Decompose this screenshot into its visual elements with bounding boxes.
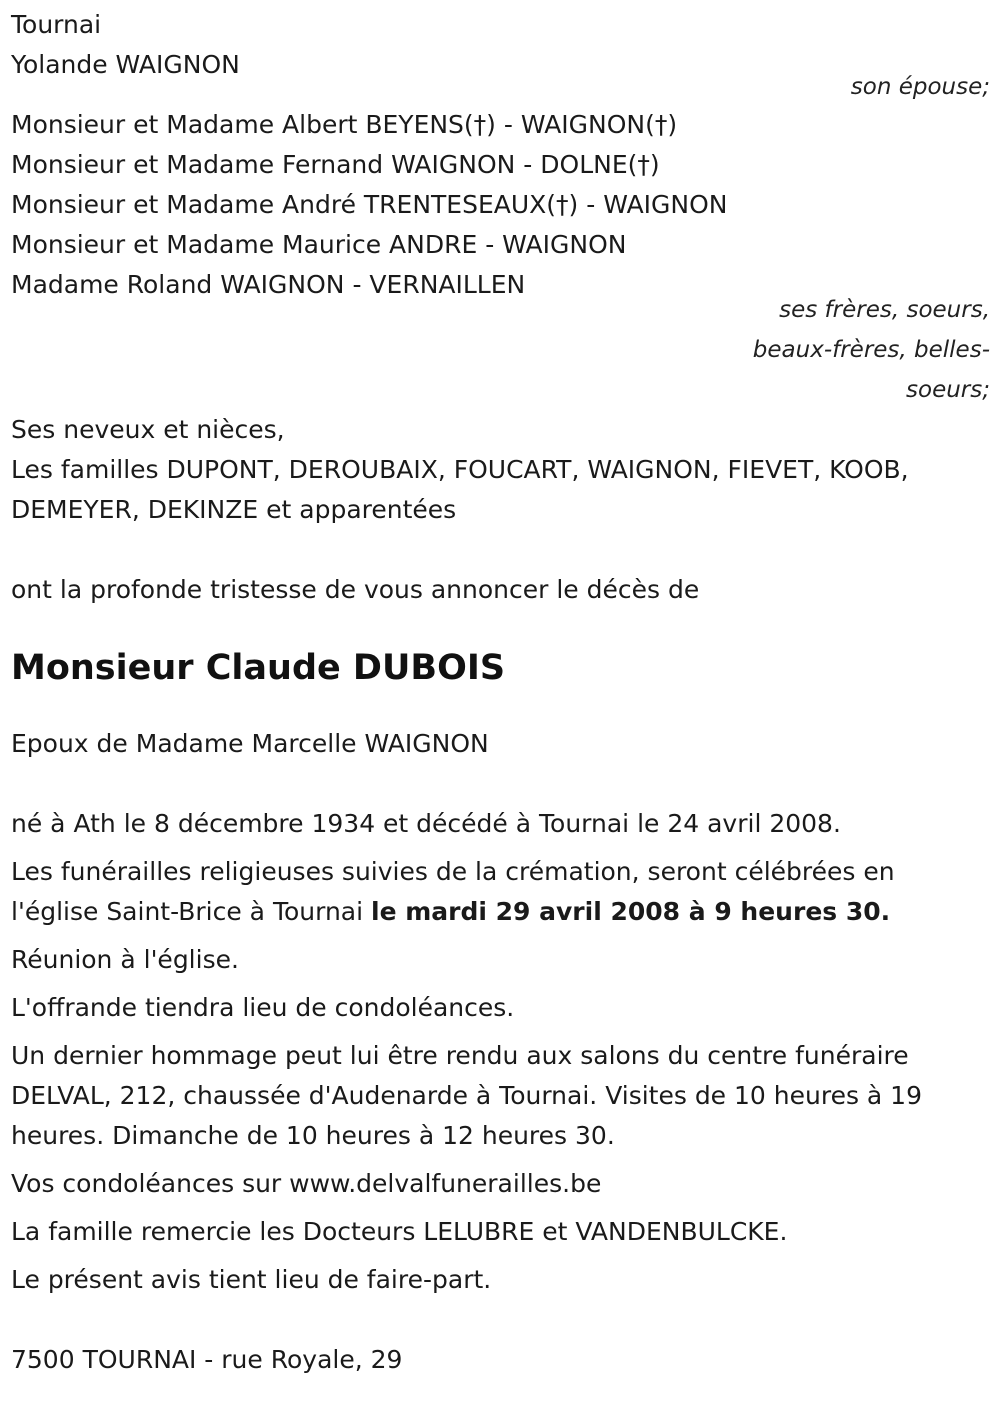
sibling-line: Madame Roland WAIGNON - VERNAILLEN bbox=[11, 270, 526, 299]
sibling-line: Monsieur et Madame Albert BEYENS(†) - WAIGNON(†) bbox=[11, 110, 678, 139]
tribute-info bbox=[11, 1036, 990, 1156]
announcement: ont la profonde tristesse de vous annoncer le décès de bbox=[11, 575, 700, 604]
funeral-line: Les funérailles religieuses suivies de la crémation, seront célébrées en bbox=[11, 857, 895, 886]
header-city: Tournai bbox=[11, 10, 102, 39]
deceased-name: Monsieur Claude DUBOIS bbox=[11, 648, 506, 688]
sibling-line: Monsieur et Madame Maurice ANDRE - WAIGNON bbox=[11, 230, 627, 259]
spouse-of: Epoux de Madame Marcelle WAIGNON bbox=[11, 729, 489, 758]
relatives-block bbox=[11, 410, 990, 530]
sibling-line: Monsieur et Madame Fernand WAIGNON - DOLNE(†) bbox=[11, 150, 660, 179]
funeral-home-address: 7500 TOURNAI - rue Royale, 29 bbox=[11, 1345, 403, 1374]
funeral-details bbox=[11, 852, 990, 932]
siblings-role-line: ses frères, soeurs, bbox=[779, 297, 990, 323]
siblings-role-line: beaux-frères, belles- bbox=[752, 337, 990, 363]
tribute-line: heures. Dimanche de 10 heures à 12 heures 30. bbox=[11, 1121, 615, 1150]
spouse-name: Yolande WAIGNON bbox=[11, 50, 240, 79]
birth-death: né à Ath le 8 décembre 1934 et décédé à Tournai le 24 avril 2008. bbox=[11, 809, 841, 838]
funeral-location: l'église Saint-Brice à Tournai bbox=[11, 897, 371, 926]
funeral-line-2 bbox=[11, 892, 990, 932]
sibling-line: Monsieur et Madame André TRENTESEAUX(†) - WAIGNON bbox=[11, 190, 728, 219]
siblings-list bbox=[11, 105, 990, 305]
thanks: La famille remercie les Docteurs LELUBRE et VANDENBULCKE. bbox=[11, 1217, 788, 1246]
siblings-role bbox=[11, 290, 990, 410]
notice: Le présent avis tient lieu de faire-part. bbox=[11, 1265, 492, 1294]
nephews-line: Ses neveux et nièces, bbox=[11, 415, 285, 444]
funeral-date-time: le mardi 29 avril 2008 à 9 heures 30. bbox=[371, 897, 891, 926]
siblings-role-line: soeurs; bbox=[906, 377, 990, 403]
tribute-line: Un dernier hommage peut lui être rendu aux salons du centre funéraire bbox=[11, 1041, 909, 1070]
meeting-info: Réunion à l'église. bbox=[11, 945, 239, 974]
condolences-web: Vos condoléances sur www.delvalfunerailles.be bbox=[11, 1169, 602, 1198]
spouse-role: son épouse; bbox=[850, 74, 990, 100]
tribute-line: DELVAL, 212, chaussée d'Audenarde à Tournai. Visites de 10 heures à 19 bbox=[11, 1081, 922, 1110]
families-line: Les familles DUPONT, DEROUBAIX, FOUCART, WAIGNON, FIEVET, KOOB, bbox=[11, 455, 909, 484]
families-line: DEMEYER, DEKINZE et apparentées bbox=[11, 495, 457, 524]
offering-info: L'offrande tiendra lieu de condoléances. bbox=[11, 993, 515, 1022]
obituary-content bbox=[11, 5, 990, 1380]
